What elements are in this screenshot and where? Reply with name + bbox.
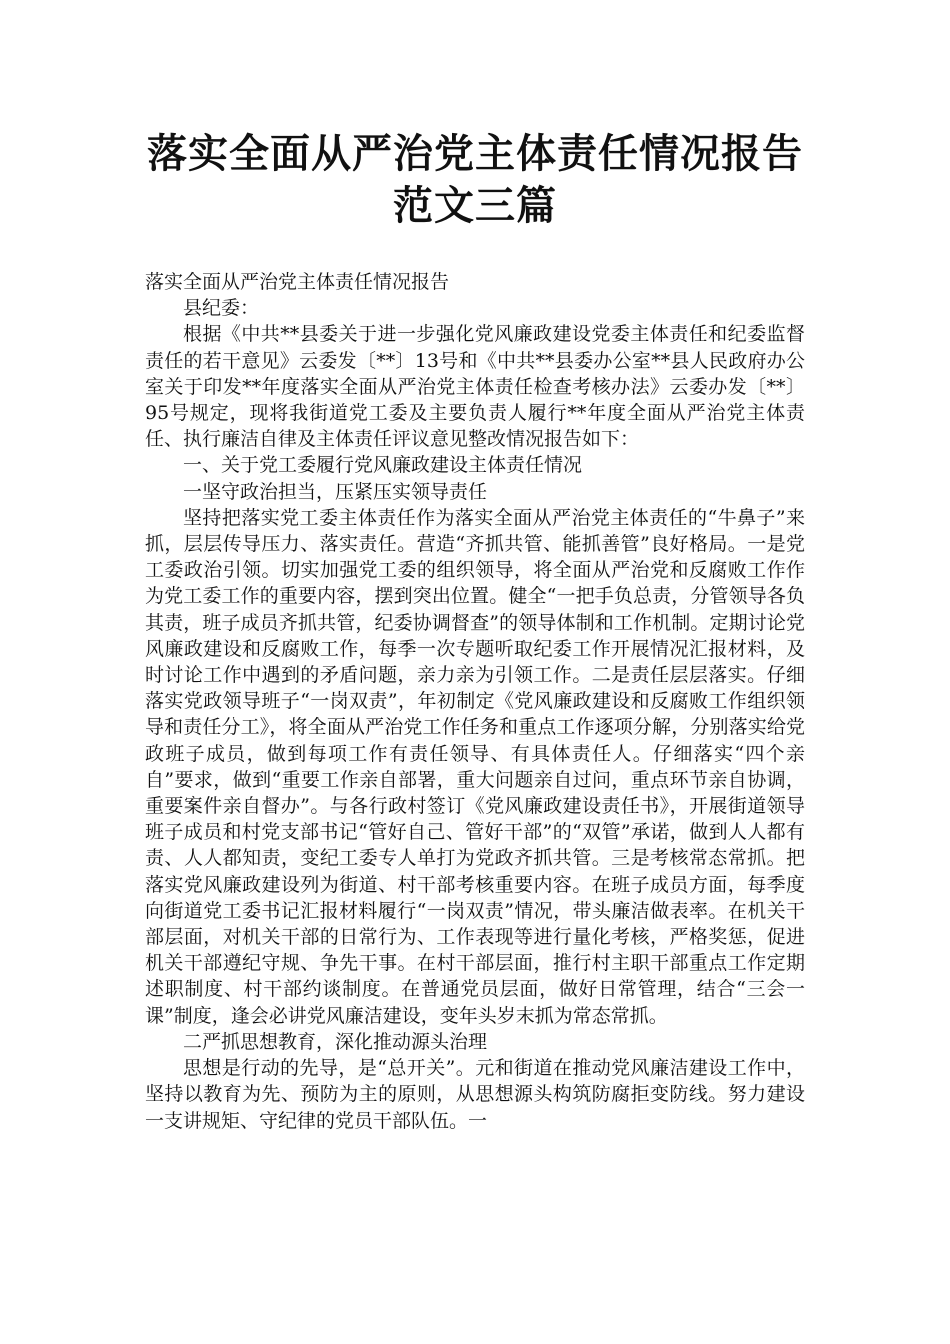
addressee: 县纪委：	[183, 297, 260, 320]
paragraph-responsibility: 坚持把落实党工委主体责任作为落实全面从严治党主体责任的“牛鼻子”来抓，层层传导压力、落实责任。营造“齐抓共管、能抓善管”良好格局。一是党工委政治引领。切实加强党工委的组织领导，将全面从严治党和反腐败工作作为党工委工作的重要内容，摆到突出位置。健全“一把手负总责，分管领导各负其责，班子成员齐抓共管，纪委协调督查”的领导体制和工作机制。定期讨论党风廉政建设和反腐败工作，每季一次专题听取纪委工作开展情况汇报材料，及时讨论工作中遇到的矛盾问题，亲力亲为引领工作。二是责任层层落实。仔细落实党政领导班子“一岗双责”，年初制定《党风廉政建设和反腐败工作组织领导和责任分工》，将全面从严治党工作任务和重点工作逐项分解，分别落实给党政班子成员，做到每项工作有责任领导、有具体责任人。仔细落实“四个亲自”要求，做到“重要工作亲自部署，重大问题亲自过问，重点环节亲自协调，重要案件亲自督办”。与各行政村签订《党风廉政建设责任书》，开展街道领导班子成员和村党支部书记“管好自己、管好干部”的“双管”承诺，做到人人都有责、人人都知责，变纪工委专人单打为党政齐抓共管。三是考核常态常抓。把落实党风廉政建设列为街道、村干部考核重要内容。在班子成员方面，每季度向街道党工委书记汇报材料履行“一岗双责”情况，带头廉洁做表率。在机关干部层面，对机关干部的日常行为、工作表现等进行量化考核，严格奖惩，促进机关干部遵纪守规、争先干事。在村干部层面，推行村主职干部重点工作定期述职制度、村干部约谈制度。在普通党员层面，做好日常管理，结合“三会一课”制度，逢会必讲党风廉洁建设，变年头岁末抓为常态常抓。	[145, 506, 805, 1027]
subsection-heading-2: 二严抓思想教育，深化推动源头治理	[183, 1030, 488, 1053]
report-subtitle: 落实全面从严治党主体责任情况报告	[145, 271, 450, 293]
document-body	[145, 269, 805, 1134]
paragraph-intro: 根据《中共**县委关于进一步强化党风廉政建设党委主体责任和纪委监督责任的若干意见》云委发〔**〕13号和《中共**县委办公室**县人民政府办公室关于印发**年度落实全面从严治党主体责任检查考核办法》云委办发〔**〕95号规定，现将我街道党工委及主要负责人履行**年度全面从严治党主体责任、执行廉洁自律及主体责任评议意见整改情况报告如下：	[145, 323, 805, 451]
paragraph-education: 思想是行动的先导，是“总开关”。元和街道在推动党风廉洁建设工作中，坚持以教育为先、预防为主的原则，从思想源头构筑防腐拒变防线。努力建设一支讲规矩、守纪律的党员干部队伍。一	[145, 1057, 805, 1132]
section-heading-1: 一、关于党工委履行党风廉政建设主体责任情况	[183, 454, 583, 477]
document-title: 落实全面从严治党主体责任情况报告范文三篇	[147, 131, 803, 229]
subsection-heading-1: 一坚守政治担当，压紧压实领导责任	[183, 480, 488, 503]
